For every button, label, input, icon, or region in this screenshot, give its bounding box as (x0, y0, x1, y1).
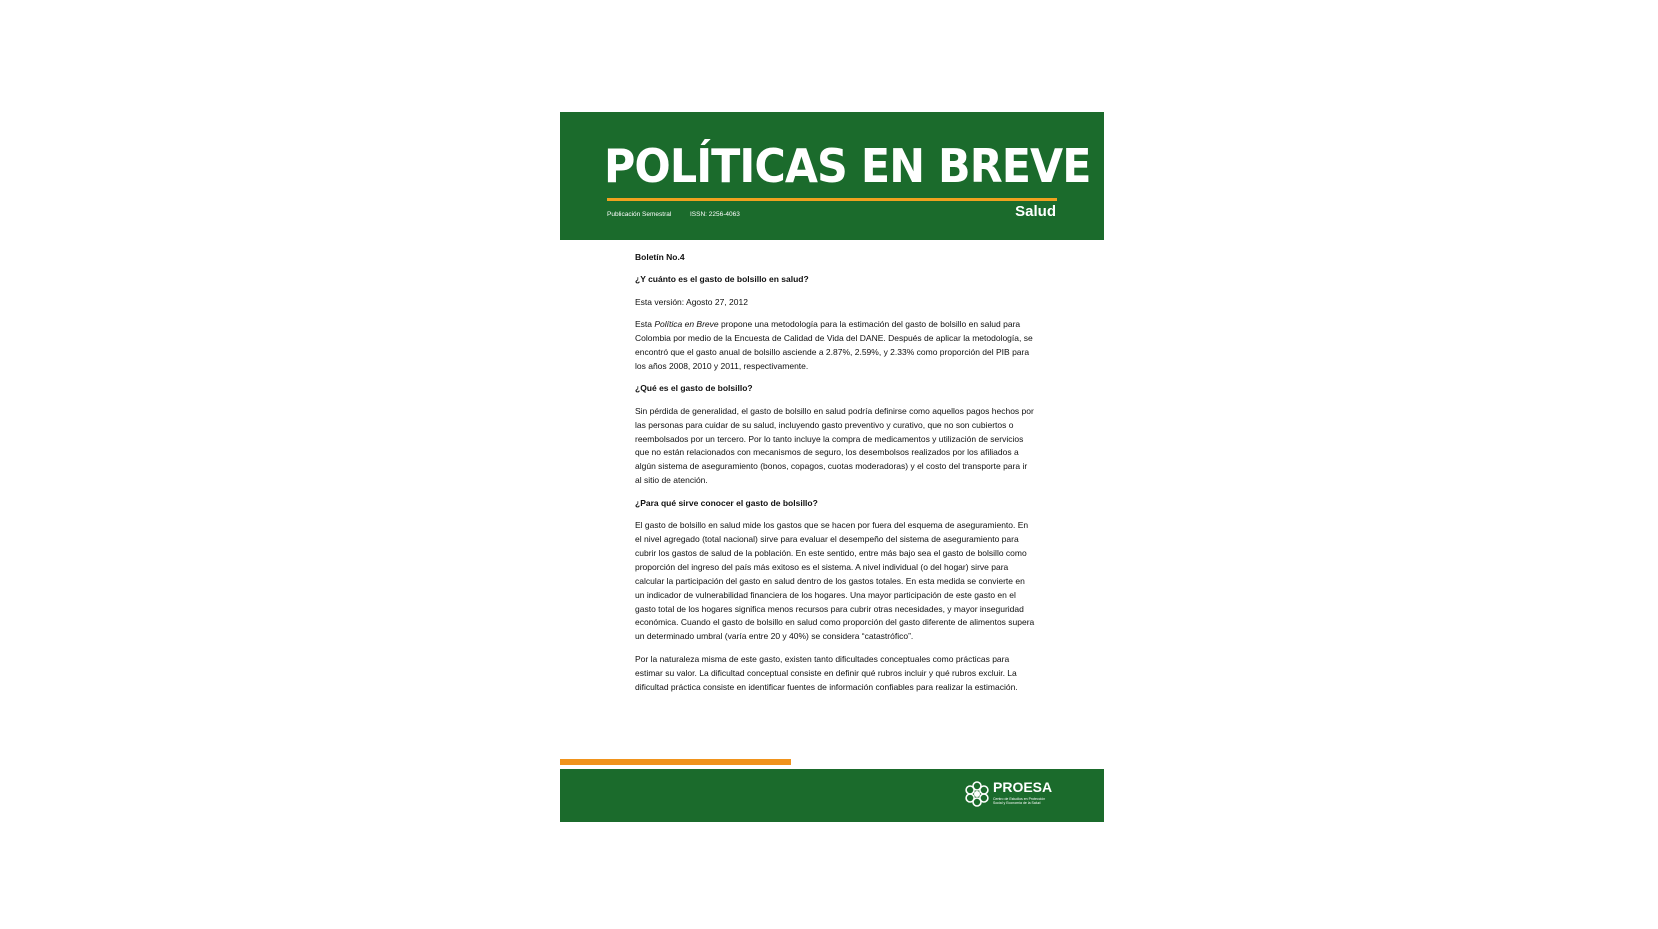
publication-title: POLÍTICAS EN BREVE (604, 139, 1091, 193)
bulletin-number: Boletín No.4 (635, 252, 685, 262)
paragraph-definition: Sin pérdida de generalidad, el gasto de bolsillo en salud podría definirse como aquellos pagos hechos por las personas para cuidar de su salud, incluyendo gasto preventivo y curativo, que no son cubiertos o reembolsados por un tercero. Por lo tanto incluye la compra de medicamentos y utilización de servicios que no están relacionados con mecanismos de seguro, los desembolsos realizados por los afiliados a algún sistema de aseguramiento (bonos, copagos, cuotas moderadoras) y el costo del transporte para ir al sitio de atención. (635, 405, 1034, 486)
section-label: Salud (1015, 203, 1056, 220)
paragraph-purpose: El gasto de bolsillo en salud mide los gastos que se hacen por fuera del esquema de aseguramiento. En el nivel agregado (total nacional) sirve para evaluar el desempeño del sistema de aseguramiento para cubrir los gastos de salud de la población. En este sentido, entre más bajo sea el gasto de bolsillo como proporción del ingreso del país más exitoso es el sistema. A nivel individual (o del hogar) sirve para calcular la participación del gasto en salud dentro de los gastos totales. En esta medida se convierte en un indicador de vulnerabilidad financiera de los hogares. Una mayor participación de este gasto en el gasto total de los hogares significa menos recursos para cubrir otras necesidades, y mayor inseguridad económica. Cuando el gasto de bolsillo en salud como proporción del gasto diferente de alimentos supera un determinado umbral (varía entre 20 y 40%) se considera “catastrófico”. (635, 520, 1035, 642)
intro-text-end: propone una metodología para la estimación del gasto de bolsillo en salud para Colombia por medio de la Encuesta de Calidad de Vida del DANE. Después de aplicar la metodología, se encontró que el gasto anual de bolsillo asciende a 2.87%, 2.59%, y 2.33% como proporción del PIB para los años 2008, 2010 y 2011, respectivamente. (635, 319, 1033, 371)
logo-name: PROESA (993, 779, 1053, 795)
footer-banner (560, 769, 1104, 822)
intro-text-start: Esta (635, 319, 655, 330)
flower-icon (962, 779, 992, 809)
header-banner (560, 112, 1104, 240)
issn: ISSN: 2256-4063 (690, 211, 740, 218)
title-underline (607, 198, 1057, 201)
intro-paragraph (635, 318, 1035, 374)
document-page (560, 112, 1104, 822)
paragraph-difficulties: Por la naturaleza misma de este gasto, existen tanto dificultades conceptuales como prácticas para estimar su valor. La dificultad conceptual consiste en definir qué rubros incluir y qué rubros excluir. La dificultad práctica consiste en identificar fuentes de información confiables para realizar la estimación. (635, 653, 1018, 692)
article-body (635, 251, 1035, 703)
section-heading-why: ¿Para qué sirve conocer el gasto de bolsillo? (635, 497, 818, 508)
article-question: ¿Y cuánto es el gasto de bolsillo en salud? (635, 274, 809, 285)
proesa-logo (962, 779, 1052, 813)
orange-accent-bar (560, 759, 791, 765)
publication-frequency: Publicación Semestral (607, 211, 672, 218)
logo-subtitle: Centro de Estudios en Protección Social y Economía de la Salud (993, 797, 1046, 806)
intro-italic-term: Política en Breve (654, 319, 719, 330)
section-heading-what: ¿Qué es el gasto de bolsillo? (635, 383, 753, 394)
version-date: Esta versión: Agosto 27, 2012 (635, 296, 748, 307)
